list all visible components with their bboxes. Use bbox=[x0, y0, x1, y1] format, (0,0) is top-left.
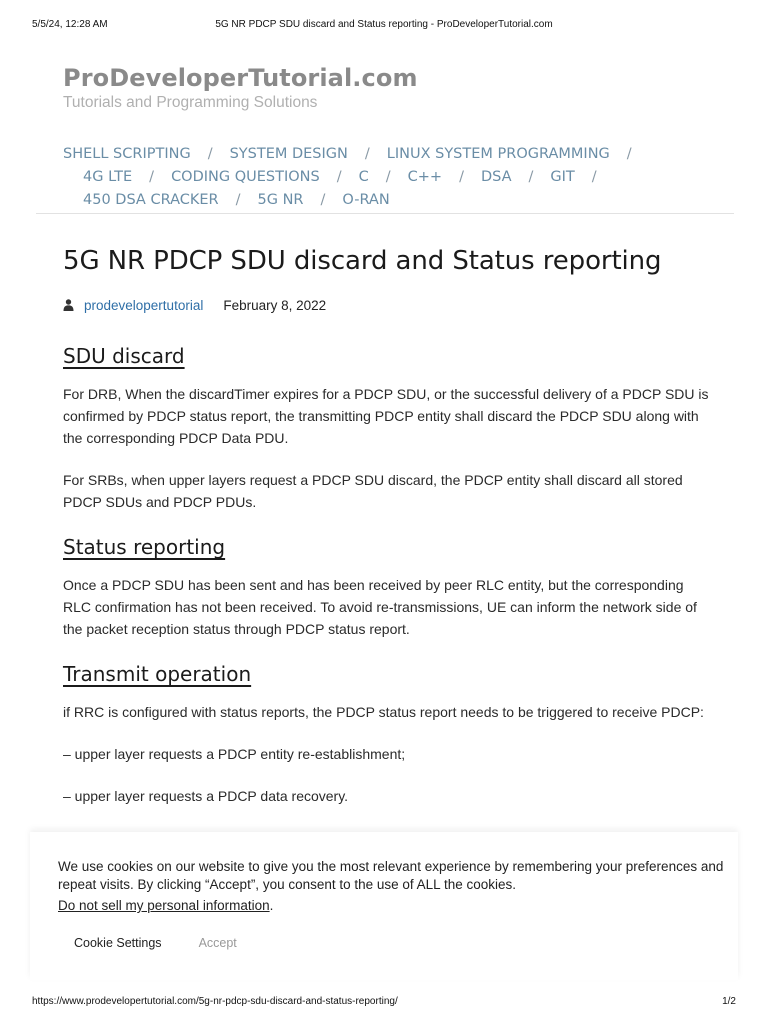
section-heading: SDU discard bbox=[63, 344, 185, 368]
paragraph: – upper layer requests a PDCP entity re-establishment; bbox=[63, 746, 406, 762]
print-footer bbox=[32, 996, 736, 1010]
nav-separator: / bbox=[528, 169, 534, 185]
site-tagline: Tutorials and Programming Solutions bbox=[63, 94, 318, 111]
nav-separator: / bbox=[207, 146, 213, 162]
print-header bbox=[32, 19, 736, 33]
nav-row bbox=[63, 143, 743, 166]
nav-link[interactable]: 450 DSA CRACKER bbox=[83, 192, 219, 208]
nav-separator: / bbox=[626, 146, 632, 162]
main-navigation bbox=[63, 143, 743, 212]
paragraph: – upper layer requests a PDCP data recovery. bbox=[63, 788, 349, 804]
do-not-sell-link[interactable]: Do not sell my personal information bbox=[58, 898, 270, 913]
nav-separator: / bbox=[385, 169, 391, 185]
paragraph: For SRBs, when upper layers request a PDCP SDU discard, the PDCP entity shall discard all stored PDCP SDUs and PDCP PDUs. bbox=[63, 472, 683, 510]
print-page-title: 5G NR PDCP SDU discard and Status reporting - ProDeveloperTutorial.com bbox=[215, 19, 553, 30]
paragraph: Once a PDCP SDU has been sent and has been received by peer RLC entity, but the corresponding RLC confirmation has not been received. To avoid re-transmissions, UE can inform the network side of the packet reception status through PDCP status report. bbox=[63, 577, 697, 637]
nav-link[interactable]: CODING QUESTIONS bbox=[171, 169, 320, 185]
article-meta bbox=[63, 296, 326, 314]
cookie-link-suffix: . bbox=[269, 898, 274, 913]
cookie-message: We use cookies on our website to give you the most relevant experience by remembering your preferences and repeat visits. By clicking “Accept”, you consent to the use of ALL the cookies. bbox=[58, 859, 724, 892]
nav-row bbox=[63, 166, 743, 189]
nav-link[interactable]: C bbox=[358, 169, 369, 185]
user-icon bbox=[63, 299, 74, 311]
nav-separator: / bbox=[364, 146, 370, 162]
nav-separator: / bbox=[320, 192, 326, 208]
nav-link[interactable]: 4G LTE bbox=[83, 169, 133, 185]
article-content bbox=[63, 342, 713, 827]
nav-row bbox=[63, 189, 743, 212]
nav-link[interactable]: 5G NR bbox=[257, 192, 304, 208]
nav-separator: / bbox=[149, 169, 155, 185]
cookie-actions bbox=[74, 936, 237, 950]
paragraph: if RRC is configured with status reports, the PDCP status report needs to be triggered to receive PDCP: bbox=[63, 704, 704, 720]
nav-separator: / bbox=[336, 169, 342, 185]
section-heading: Status reporting bbox=[63, 535, 226, 559]
cookie-banner bbox=[30, 832, 738, 980]
accept-cookies-button[interactable]: Accept bbox=[198, 936, 237, 950]
nav-separator: / bbox=[591, 169, 597, 185]
nav-separator: / bbox=[235, 192, 241, 208]
site-branding bbox=[63, 62, 418, 112]
print-datetime: 5/5/24, 12:28 AM bbox=[32, 19, 108, 30]
nav-link[interactable]: DSA bbox=[480, 169, 512, 185]
nav-link[interactable]: C++ bbox=[407, 169, 443, 185]
site-logo-text[interactable]: ProDeveloperTutorial.com bbox=[63, 64, 418, 92]
print-url: https://www.prodevelopertutorial.com/5g-nr-pdcp-sdu-discard-and-status-reporting/ bbox=[32, 996, 398, 1007]
nav-link[interactable]: SHELL SCRIPTING bbox=[63, 146, 191, 162]
article-title: 5G NR PDCP SDU discard and Status reporting bbox=[63, 246, 662, 276]
nav-link[interactable]: SYSTEM DESIGN bbox=[229, 146, 348, 162]
author-link[interactable]: prodevelopertutorial bbox=[84, 297, 204, 313]
nav-link[interactable]: GIT bbox=[550, 169, 575, 185]
nav-separator: / bbox=[459, 169, 464, 185]
publish-date: February 8, 2022 bbox=[223, 297, 327, 313]
nav-link[interactable]: O-RAN bbox=[342, 192, 390, 208]
cookie-settings-button[interactable]: Cookie Settings bbox=[74, 936, 162, 950]
nav-link[interactable]: LINUX SYSTEM PROGRAMMING bbox=[386, 146, 610, 162]
cookie-privacy-line bbox=[58, 898, 273, 913]
nav-divider bbox=[36, 213, 734, 214]
print-page-number: 1/2 bbox=[722, 996, 736, 1007]
section-heading: Transmit operation bbox=[63, 662, 252, 686]
paragraph: For DRB, When the discardTimer expires for a PDCP SDU, or the successful delivery of a PDCP SDU is confirmed by PDCP status report, the transmitting PDCP entity shall discard the PDCP SDU along with the corresponding PDCP Data PDU. bbox=[63, 386, 709, 446]
